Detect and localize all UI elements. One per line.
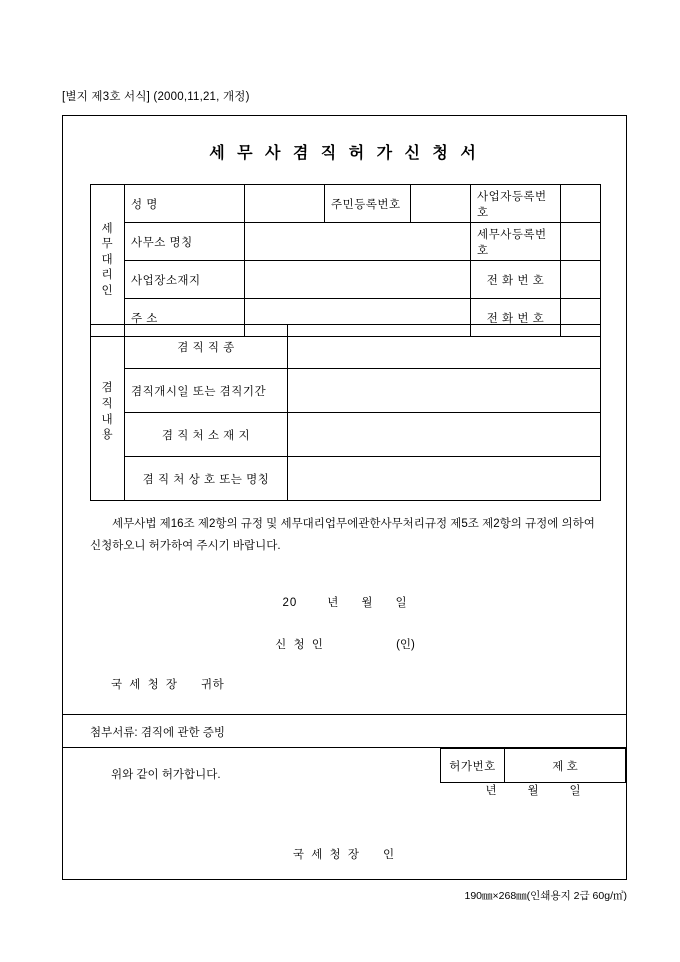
application-date-line [90, 594, 600, 610]
permit-text: 위와 같이 허가합니다. [111, 769, 221, 781]
table-row [91, 457, 601, 501]
table-row [91, 185, 601, 223]
request-paragraph-text: 세무사법 제16조 제2항의 규정 및 세무대리업무에관한사무처리규정 제5조 제2항의 규정에 의하여 신청하오니 허가하여 주시기 바랍니다. [90, 518, 595, 552]
applicant-line [90, 636, 600, 652]
concurrent-job-table [90, 324, 601, 501]
job-period-label: 겸직개시일 또는 겸직기간 [125, 369, 288, 413]
permit-number-table [440, 748, 626, 783]
job-type-label: 겸 직 직 종 [125, 325, 288, 369]
date-year-prefix: 20 [282, 597, 298, 609]
job-company-label: 겸 직 처 상 호 또는 명칭 [125, 457, 288, 501]
table-row [91, 223, 601, 261]
table-row [91, 325, 601, 369]
table-row [91, 369, 601, 413]
business-number-value[interactable] [561, 185, 601, 223]
tax-accountant-number-value[interactable] [561, 223, 601, 261]
addressee-line [111, 676, 224, 692]
applicant-label: 신 청 인 [275, 639, 325, 651]
permit-date-line [441, 782, 626, 798]
name-value[interactable] [245, 185, 325, 223]
applicant-seal-label: (인) [396, 639, 415, 651]
phone-label-2: 전 화 번 호 [471, 299, 561, 337]
business-number-label: 사업자등록번호 [471, 185, 561, 223]
attachment-text: 첨부서류: 겸직에 관한 증빙 [90, 727, 225, 739]
permit-signer-line [63, 846, 626, 862]
date-day-label: 일 [395, 597, 408, 609]
page-title: 세 무 사 겸 직 허 가 신 청 서 [209, 145, 480, 162]
job-location-label: 겸 직 처 소 재 지 [125, 413, 288, 457]
attachment-row [63, 714, 626, 748]
tax-accountant-number-label: 세무사등록번호 [471, 223, 561, 261]
name-label: 성 명 [125, 185, 245, 223]
resident-number-label: 주민등록번호 [325, 185, 411, 223]
form-frame [62, 115, 627, 880]
agent-side-label: 세무대리인 [91, 185, 125, 337]
permit-date-month: 월 [527, 785, 540, 797]
permit-date-day: 일 [569, 785, 582, 797]
table-row [91, 413, 601, 457]
job-period-value[interactable] [288, 369, 601, 413]
date-month-label: 월 [361, 597, 374, 609]
request-paragraph [90, 514, 600, 558]
permit-date-year: 년 [485, 785, 498, 797]
phone-value-1[interactable] [561, 261, 601, 299]
job-company-value[interactable] [288, 457, 601, 501]
office-name-value[interactable] [245, 223, 471, 261]
footer-note: 190㎜×268㎜(인쇄용지 2급 60g/㎡) [464, 890, 627, 902]
job-location-value[interactable] [288, 413, 601, 457]
phone-label-1: 전 화 번 호 [471, 261, 561, 299]
tax-agent-table [90, 184, 601, 337]
permit-signer: 국 세 청 장 [292, 849, 361, 861]
business-address-label: 사업장소재지 [125, 261, 245, 299]
business-address-value[interactable] [245, 261, 471, 299]
table-row [441, 749, 626, 783]
permit-seal: 인 [382, 849, 397, 861]
permit-section [63, 748, 626, 880]
table-row [91, 261, 601, 299]
form-header: [별지 제3호 서식] (2000,11,21, 개정) [62, 91, 250, 103]
date-year-label: 년 [327, 597, 340, 609]
permit-number-value[interactable]: 제 호 [505, 749, 626, 783]
job-type-value[interactable] [288, 325, 601, 369]
office-name-label: 사무소 명칭 [125, 223, 245, 261]
content-side-label: 겸직내용 [91, 325, 125, 501]
permit-number-label: 허가번호 [441, 749, 505, 783]
addressee-label: 국 세 청 장 [111, 679, 180, 691]
address-label: 주 소 [125, 299, 245, 337]
addressee-honorific: 귀하 [201, 679, 225, 691]
resident-number-value[interactable] [411, 185, 471, 223]
